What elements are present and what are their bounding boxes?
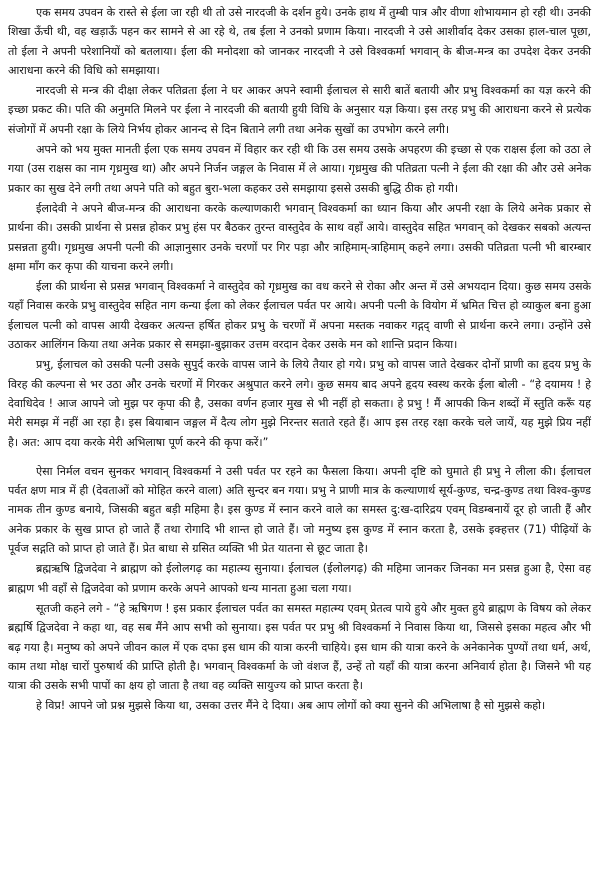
paragraph-sutji: सूतजी कहने लगे - “हे ऋषिगण ! इस प्रकार ईलाचल पर्वत का समस्त महात्म्य एवम् प्रेतत्व पाये हुये और मुक्त हुये ब्राह्मण के विषय को लेकर ब्रह्मर्षि द्विजदेवा ने कहा था, वह सब मैंने आप सभी को सुनाया। इस पर्वत पर प्रभु श्री विश्वकर्मा ने निवास किया था, जिससे इसका महत्व और भी बढ़ गया है। मनुष्य को अपने जीवन काल में एक दफा इस धाम की यात्रा करनी चाहिये। इस धाम की यात्रा करने के अनेकानेक पुण्यों तथा धर्म, अर्थ, काम तथा मोक्ष चारों पुरुषार्थ की प्राप्ति होती है। भगवान् विश्वकर्मा के जो वंशज हैं, उन्हें तो यहाँ की यात्रा करना अनिवार्य होता है। जिसने भी यह यात्रा की उसके सभी पापों का क्षय हो जाता है तथा वह व्यक्ति सायुज्य को प्राप्त करता है। <box>8 601 591 693</box>
paragraph-dwijdeva: ब्रह्मऋषि द्विजदेवा ने ब्राह्मण को ईलोलगढ़ का महात्म्य सुनाया। ईलाचल (ईलोलगढ़) की महिमा जानकर जिनका मन प्रसन्न हुआ है, ऐसा वह ब्राह्मण भी वहाँ से द्विजदेवा को प्रणाम करके अपने आपको धन्य मानता हुआ चला गया। <box>8 562 591 595</box>
paragraph-closing: हे विप्र! आपने जो प्रश्न मुझसे किया था, उसका उत्तर मैंने दे दिया। अब आप लोगों को क्या सुनने की अभिलाषा है सो मुझसे कहो। <box>36 699 546 713</box>
paragraph-return-to-ilachal: ईला की प्रार्थना से प्रसन्न भगवान् विश्वकर्मा ने वास्तुदेव को गृध्रमुख का वध करने से रोका और अन्त में उसे अभयदान दिया। कुछ समय उसके यहाँ निवास करके प्रभु वास्तुदेव सहित नाग कन्या ईला को लेकर ईलाचल पर्वत पर आये। अपनी पत्नी के वियोग में भ्रमित चित्त हो व्याकुल बना हुआ ईलाचल पत्नी को वापस आयी देखकर अत्यन्त हर्षित होकर प्रभु के चरणों में अपना मस्तक नवाकर गद्गद् वाणी से प्रार्थना करने लगा। उन्होंने उसे उठाकर आलिंगन किया तथा अनेक प्रकार से समझा-बुझाकर उत्तम वरदान देकर उसके मन को शान्ति प्रदान किया। <box>8 280 591 352</box>
paragraph-yajna: नारदजी से मन्त्र की दीक्षा लेकर पतिव्रता ईला ने घर आकर अपने स्वामी ईलाचल से सारी बातें बतायी और प्रभु विश्वकर्मा का यज्ञ करने की इच्छा प्रकट की। पति की अनुमति मिलने पर ईला ने नारदजी की बतायी हुयी विधि के अनुसार यज्ञ किया। इस तरह प्रभु की आराधना करने से प्रत्येक संजोगों में अपनी रक्षा के लिये निर्भय होकर आनन्द से दिन बिताने लगी तथा अनेक सुखों का उपभोग करने लगी। <box>8 84 592 136</box>
paragraph-kunds: ऐसा निर्मल वचन सुनकर भगवान् विश्वकर्मा ने उसी पर्वत पर रहने का फैसला किया। अपनी दृष्टि को घुमाते ही प्रभु ने लीला की। ईलाचल पर्वत क्षण मात्र में ही (देवताओं को मोहित करने वाला) अति सुन्दर बन गया। प्रभु ने प्राणी मात्र के कल्याणार्थ सूर्य-कुण्ड, चन्द्र-कुण्ड तथा विश्व-कुण्ड नामक तीन कुण्ड बनाये, जिसकी बहुत बड़ी महिमा है। इस कुण्ड में स्नान करने वाले का समस्त दु:ख-दारिद्रय एवम् विडम्बनायें दूर हो जाती हैं और अनेक प्रकार के सुख प्राप्त हो जाते हैं तथा रोगादि भी शान्त हो जाते हैं। जो मनुष्य इस कुण्ड में स्नान करता है, उसके इक्हत्तर (71) पीढ़ियों के पूर्वज सद्गति को प्राप्त हो जाते हैं। प्रेत बाधा से ग्रसित व्यक्ति भी प्रेत यातना से छूट जाता है। <box>8 464 591 556</box>
paragraph-abduction: अपने को भय मुक्त मानती ईला एक समय उपवन में विहार कर रही थी कि उस समय उसके अपहरण की इच्छा से एक राक्षस ईला को उठा ले गया (उस राक्षस का नाम गृध्रमुख था) और अपने निर्जन जङ्गल के निवास में ले आया। गृध्रमुख की पतिव्रता पत्नी ने ईला की रक्षा की और उसे अनेक प्रकार का सुख देने लगी तथा अपने पति को बहुत बुरा-भला कहकर उसे समझाया इससे उसकी बुद्धि ठीक हो गयी। <box>8 143 591 195</box>
paragraph-ila-plea: प्रभु, ईलाचल को उसकी पत्नी उसके सुपुर्द करके वापस जाने के लिये तैयार हो गये। प्रभु को वापस जाते देखकर दोनों प्राणी का हृदय प्रभु के विरह की कल्पना से भर उठा और उनके चरणों में गिरकर अश्रुपात करने लगे। कुछ समय बाद अपने हृदय स्वस्थ करके ईला बोली - “हे दयामय ! हे देवाधिदेव ! आज आपने जो मुझ पर कृपा की है, उसका वर्णन हजार मुख से भी नहीं हो सकता। हे प्रभु ! मैं आपकी किन शब्दों में स्तुति करूँ यह मेरी समझ में नहीं आ रहा है। इस बियाबान जङ्गल में दैत्य लोग मुझे निरन्तर सताते रहते हैं। आप इस तरह रक्षा करके चले जायें, यह मुझे प्रिय नहीं है। अत: आप दया करके मेरी अभिलाषा पूर्ण करने की कृपा करें।” <box>8 358 591 449</box>
paragraph-narad-meeting: एक समय उपवन के रास्ते से ईला जा रही थी तो उसे नारदजी के दर्शन हुये। उनके हाथ में तुम्बी पात्र और वीणा शोभायमान हो रही थी। उनकी शिखा ऊँची थी, वह खड़ाऊँ पहन कर सामने से आ रहे थे, तब ईला ने उनको प्रणाम किया। नारदजी ने उसे आशीर्वाद देकर उसका हाल-चाल पूछा, तो ईला ने अपनी परेशानियों को बतलाया। ईला की मनोदशा को जानकर नारदजी ने उसे विश्वकर्मा भगवान् के बीज-मन्त्र का उपदेश देकर उनकी आराधना करने की विधि को समझाया। <box>8 6 591 77</box>
paragraph-prayer: ईलादेवी ने अपने बीज-मन्त्र की आराधना करके कल्याणकारी भगवान् विश्वकर्मा का ध्यान किया और अपनी रक्षा के लिये अनेक प्रकार से प्रार्थना की। उसकी प्रार्थना से प्रसन्न होकर प्रभु हंस पर बैठकर तुरन्त वास्तुदेव के साथ वहाँ आये। वास्तुदेव सहित भगवान् को देखकर सबको अत्यन्त प्रसन्नता हुयी। गृध्रमुख अपनी पत्नी की आज्ञानुसार उनके चरणों पर गिर पड़ा और त्राहिमाम्-त्राहिमाम् कहने लगा। उसकी पतिव्रता पत्नी भी बारम्बार क्षमा माँग कर कृपा की याचना करने लगी। <box>8 201 591 273</box>
